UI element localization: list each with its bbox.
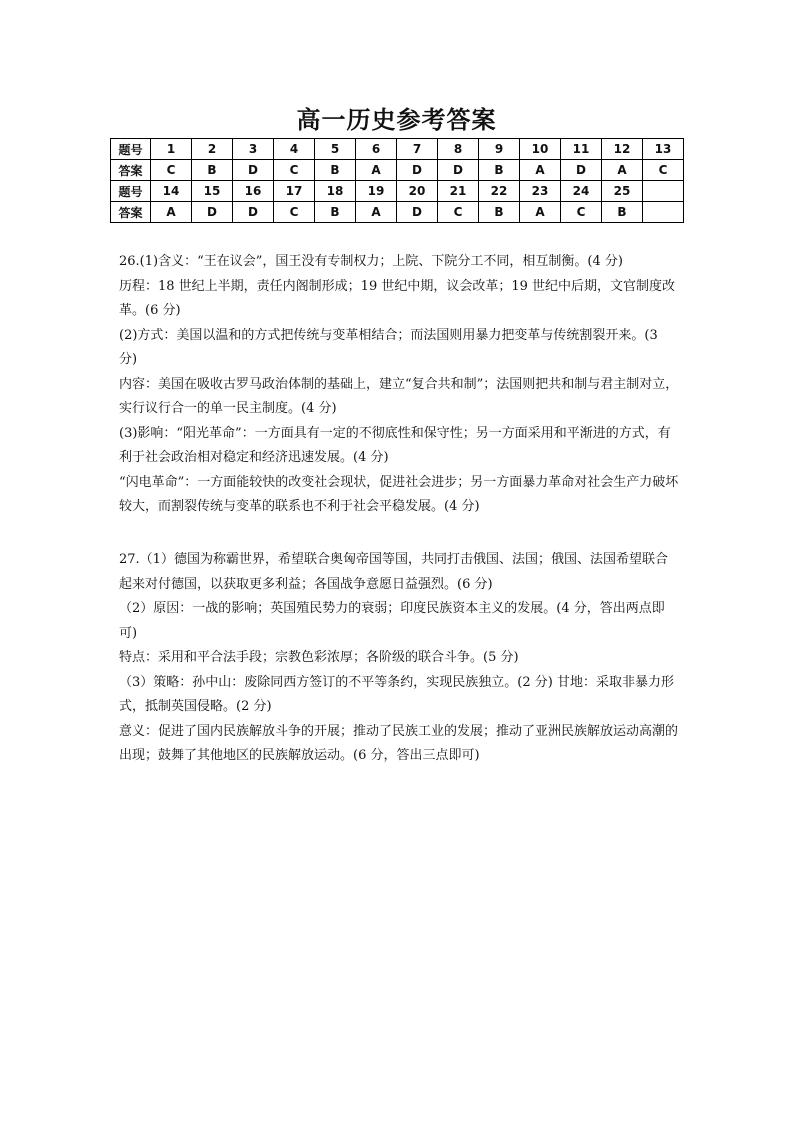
row-header-cell: 题号 [111,181,151,202]
table-cell: 1 [151,139,192,160]
table-cell: 23 [520,181,561,202]
table-cell: D [233,160,274,181]
table-cell: 11 [561,139,602,160]
question-27-answer [119,548,679,769]
table-cell: 21 [438,181,479,202]
answer-paragraph: (2)方式：美国以温和的方式把传统与变革相结合；而法国则用暴力把变革与传统割裂开来。(3 分) [119,327,658,367]
row-header-cell: 题号 [111,139,151,160]
table-cell: 12 [602,139,643,160]
answer-paragraph: 历程：18 世纪上半期，责任内阁制形成；19 世纪中期，议会改革；19 世纪中后期，文官制度改革。(6 分) [119,278,676,318]
table-cell: 18 [315,181,356,202]
table-cell: D [561,160,602,181]
table-cell: 16 [233,181,274,202]
table-cell: 20 [397,181,438,202]
table-cell: B [315,202,356,223]
table-cell: A [520,160,561,181]
answer-paragraph: 特点：采用和平合法手段；宗教色彩浓厚；各阶级的联合斗争。(5 分) [119,650,519,665]
answer-table [110,138,684,223]
table-cell [643,202,684,223]
answer-paragraph: （2）原因：一战的影响；英国殖民势力的衰弱；印度民族资本主义的发展。(4 分，答出两点即可) [119,601,665,641]
table-cell: 3 [233,139,274,160]
table-cell: B [315,160,356,181]
question-26-answer [119,250,679,520]
answer-paragraph: （3）策略：孙中山：废除同西方签订的不平等条约，实现民族独立。(2 分) 甘地：采取非暴力形式，抵制英国侵略。(2 分) [119,674,674,714]
table-cell: C [274,160,315,181]
table-cell: 9 [479,139,520,160]
table-cell: D [397,202,438,223]
table-cell [643,181,684,202]
table-cell: D [192,202,233,223]
table-cell: A [520,202,561,223]
table-cell: 15 [192,181,233,202]
table-cell: D [397,160,438,181]
table-cell: 5 [315,139,356,160]
table-cell: B [479,202,520,223]
answer-paragraph: (3)影响：“阳光革命”：一方面具有一定的不彻底性和保守性；另一方面采用和平渐进的方式，有利于社会政治相对稳定和经济迅速发展。(4 分) [119,425,671,465]
answer-paragraph: 意义：促进了国内民族解放斗争的开展；推动了民族工业的发展；推动了亚洲民族解放运动高潮的出现；鼓舞了其他地区的民族解放运动。(6 分，答出三点即可) [119,723,679,763]
table-cell: B [479,160,520,181]
answer-paragraph: “闪电革命”：一方面能较快的改变社会现状，促进社会进步；另一方面暴力革命对社会生产力破坏较大，而割裂传统与变革的联系也不利于社会平稳发展。(4 分) [119,474,679,514]
table-cell: D [233,202,274,223]
table-cell: 14 [151,181,192,202]
table-cell: 7 [397,139,438,160]
table-cell: D [438,160,479,181]
answer-paragraph: 27.（1）德国为称霸世界，希望联合奥匈帝国等国，共同打击俄国、法国；俄国、法国希望联合起来对付德国，以获取更多利益；各国战争意愿日益强烈。(6 分) [119,552,668,592]
table-row [111,181,684,202]
answer-table-body [111,139,684,223]
table-cell: 8 [438,139,479,160]
table-cell: 13 [643,139,684,160]
table-cell: A [602,160,643,181]
row-header-cell: 答案 [111,202,151,223]
table-cell: A [151,202,192,223]
table-cell: C [274,202,315,223]
table-cell: 17 [274,181,315,202]
table-cell: C [438,202,479,223]
answer-paragraph: 内容：美国在吸收古罗马政治体制的基础上，建立“复合共和制”；法国则把共和制与君主制对立，实行议行合一的单一民主制度。(4 分) [119,376,679,416]
table-cell: B [192,160,233,181]
table-cell: A [356,160,397,181]
answer-paragraph: 26.(1)含义：“王在议会”，国王没有专制权力；上院、下院分工不同，相互制衡。(4 分) [119,254,623,269]
table-cell: C [151,160,192,181]
table-row [111,139,684,160]
table-row [111,202,684,223]
table-cell: 19 [356,181,397,202]
table-cell: 10 [520,139,561,160]
row-header-cell: 答案 [111,160,151,181]
table-cell: 22 [479,181,520,202]
table-row [111,160,684,181]
table-cell: C [643,160,684,181]
table-cell: 6 [356,139,397,160]
table-cell: 2 [192,139,233,160]
table-cell: 4 [274,139,315,160]
table-cell: C [561,202,602,223]
table-cell: B [602,202,643,223]
page-title: 高一历史参考答案 [296,106,497,134]
table-cell: 25 [602,181,643,202]
table-cell: A [356,202,397,223]
table-cell: 24 [561,181,602,202]
